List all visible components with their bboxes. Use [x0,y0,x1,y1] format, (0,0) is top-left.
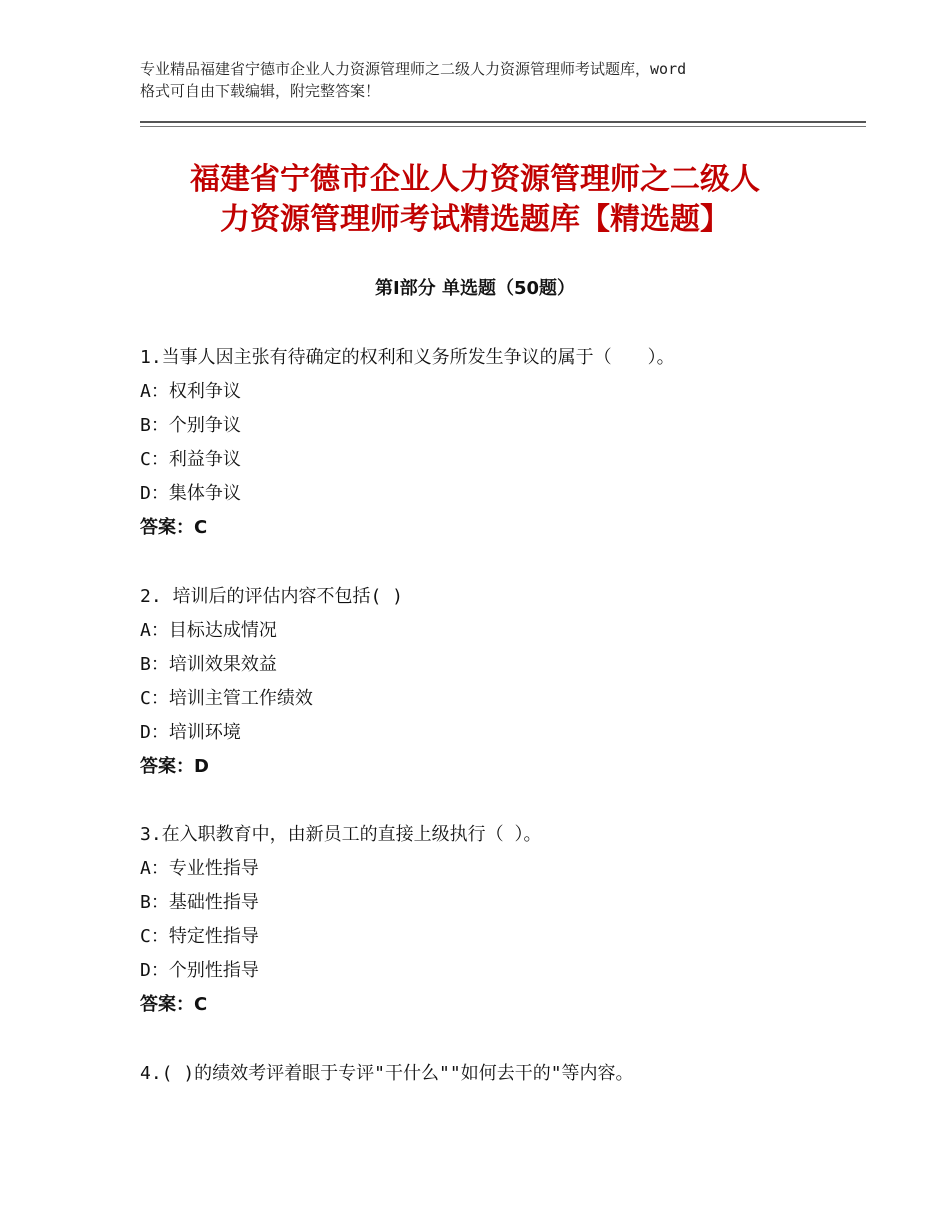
document-title [120,160,830,240]
question-4 [140,1057,840,1091]
option-d: D：个别性指导 [140,960,259,981]
option-c: C：特定性指导 [140,926,259,947]
question-stem: 2. 培训后的评估内容不包括( ) [140,586,404,607]
header-divider-thin [140,126,866,127]
option-a: A：权利争议 [140,381,241,402]
question-stem: 4.( )的绩效考评着眼于专评"干什么""如何去干的"等内容。 [140,1063,634,1084]
option-d: D：培训环境 [140,722,241,743]
header-divider-thick [140,121,866,123]
question-2 [140,580,840,784]
option-c: C：利益争议 [140,449,241,470]
option-a: A：专业性指导 [140,858,259,879]
question-stem: 1.当事人因主张有待确定的权利和义务所发生争议的属于（ ）。 [140,347,675,368]
answer: 答案：C [140,517,208,538]
document-title-line-2: 力资源管理师考试精选题库【精选题】 [220,202,730,237]
option-d: D：集体争议 [140,483,241,504]
option-b: B：培训效果效益 [140,654,277,675]
answer: 答案：D [140,756,209,777]
header-note-line-1: 专业精品福建省宁德市企业人力资源管理师之二级人力资源管理师考试题库，word [140,60,687,78]
document-title-line-1: 福建省宁德市企业人力资源管理师之二级人 [190,162,760,197]
header-note-line-2: 格式可自由下载编辑，附完整答案！ [140,82,381,100]
option-c: C：培训主管工作绩效 [140,688,313,709]
option-b: B：基础性指导 [140,892,259,913]
question-3 [140,818,840,1022]
document-header-note [140,58,840,102]
question-1 [140,341,840,545]
section-heading: 第Ⅰ部分 单选题（50题） [374,278,575,299]
option-b: B：个别争议 [140,415,241,436]
option-a: A：目标达成情况 [140,620,277,641]
answer: 答案：C [140,994,208,1015]
question-stem: 3.在入职教育中，由新员工的直接上级执行（ ）。 [140,824,542,845]
